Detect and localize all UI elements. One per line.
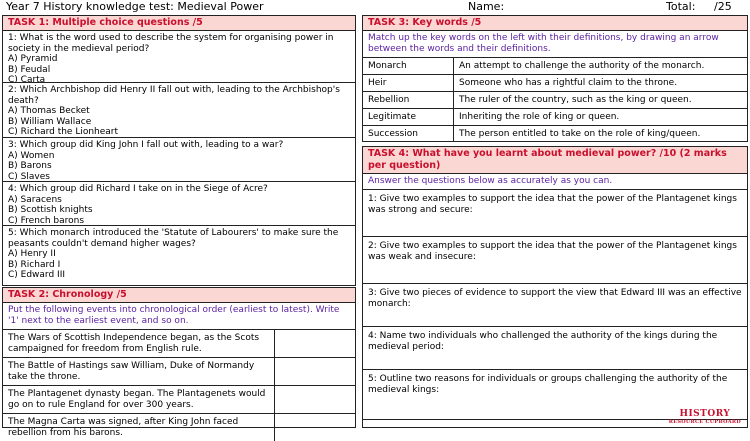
logo-line-1: HISTORY [679, 409, 731, 419]
keyword[interactable]: Rebellion [363, 92, 454, 108]
option-a[interactable]: A) Henry II [8, 249, 56, 259]
option-b[interactable]: B) Scottish knights [8, 205, 93, 215]
task1-question-1 [3, 31, 355, 83]
option-b[interactable]: B) William Wallace [8, 116, 92, 127]
task3-title: TASK 3: Key words /5 [363, 16, 747, 31]
order-answer-box[interactable] [275, 358, 355, 385]
question-text: 4: Which group did Richard I take on in the Siege of Acre? [8, 184, 268, 194]
keyword[interactable]: Legitimate [363, 109, 454, 125]
definition[interactable]: Someone who has a rightful claim to the throne. [459, 78, 678, 88]
task2-box [2, 287, 356, 438]
chrono-event: The Wars of Scottish Independence began, as the Scots campaigned for freedom from English rule. [3, 330, 275, 357]
keyword[interactable]: Monarch [363, 58, 454, 74]
question-text: 4: Name two individuals who challenged the authority of the kings during the medieval period: [368, 331, 718, 352]
keyword-row [363, 92, 747, 109]
chrono-row [3, 358, 355, 386]
definition[interactable]: The ruler of the country, such as the king or queen. [459, 95, 692, 105]
option-c[interactable]: C) Slaves [8, 171, 50, 182]
task4-question-2[interactable] [363, 237, 747, 284]
order-answer-box[interactable] [275, 386, 355, 413]
option-c[interactable]: C) Carta [8, 75, 46, 85]
page-header [2, 0, 748, 14]
page-title: Year 7 History knowledge test: Medieval Power [6, 0, 264, 13]
chrono-row [3, 330, 355, 358]
keyword-row [363, 126, 747, 142]
total-value: /25 [714, 0, 732, 13]
question-text: 3: Which group did King John I fall out with, leading to a war? [8, 140, 284, 150]
logo-line-2: RESOURCE CUPBOARD [668, 419, 741, 425]
task4-box [362, 146, 748, 428]
question-text: 1: What is the word used to describe the system for organising power in society in the medieval period? [8, 33, 334, 54]
definition[interactable]: An attempt to challenge the authority of the monarch. [459, 61, 705, 71]
order-answer-box[interactable] [275, 330, 355, 357]
question-text: 2: Give two examples to support the idea that the power of the Plantagenet kings was weak and insecure: [368, 241, 737, 262]
question-text: 5: Which monarch introduced the 'Statute of Labourers' to make sure the peasants couldn't demand higher wages? [8, 228, 339, 249]
task1-question-4 [3, 182, 355, 226]
order-answer-box[interactable] [275, 414, 355, 441]
history-resource-cupboard-logo [669, 409, 741, 425]
task4-title: TASK 4: What have you learnt about medieval power? /10 (2 marks per question) [363, 147, 747, 174]
task4-question-4[interactable] [363, 327, 747, 370]
task3-box [362, 15, 748, 142]
option-a[interactable]: A) Pyramid [8, 54, 58, 64]
option-c[interactable]: C) French barons [8, 215, 85, 226]
chrono-event: The Battle of Hastings saw William, Duke of Normandy take the throne. [3, 358, 275, 385]
option-a[interactable]: A) Saracens [8, 194, 62, 205]
definition[interactable]: The person entitled to take on the role of king/queen. [459, 129, 701, 139]
task4-instructions: Answer the questions below as accurately as you can. [363, 174, 747, 190]
definition[interactable]: Inheriting the role of king or queen. [459, 112, 620, 122]
option-c[interactable]: C) Edward III [8, 270, 66, 280]
total-label: Total: [666, 0, 696, 13]
chrono-row [3, 414, 355, 441]
task1-question-3 [3, 138, 355, 182]
option-c[interactable]: C) Richard the Lionheart [8, 127, 119, 137]
task3-instructions: Match up the key words on the left with their definitions, by drawing an arrow between the words and their definitions. [363, 31, 747, 58]
chrono-event: The Plantagenet dynasty began. The Plantagenets would go on to rule England for over 300 years. [3, 386, 275, 413]
keyword-row [363, 75, 747, 92]
keyword[interactable]: Succession [363, 126, 454, 142]
question-text: 3: Give two pieces of evidence to support the view that Edward III was an effective monarch: [368, 288, 742, 309]
task1-title: TASK 1: Multiple choice questions /5 [3, 16, 355, 31]
task1-box [2, 15, 356, 286]
chrono-row [3, 386, 355, 414]
task4-question-1[interactable] [363, 190, 747, 237]
question-text: 1: Give two examples to support the idea that the power of the Plantagenet kings was strong and secure: [368, 194, 737, 215]
keyword-row [363, 109, 747, 126]
task4-question-3[interactable] [363, 284, 747, 327]
question-text: 2: Which Archbishop did Henry II fall out with, leading to the Archbishop's death? [8, 85, 340, 106]
task1-question-2 [3, 83, 355, 138]
option-b[interactable]: B) Feudal [8, 64, 51, 75]
question-text: 5: Outline two reasons for individuals or groups challenging the authority of the medieval kings: [368, 374, 728, 395]
task1-question-5 [3, 226, 355, 287]
option-a[interactable]: A) Thomas Becket [8, 106, 90, 116]
option-b[interactable]: B) Barons [8, 161, 52, 171]
name-label: Name: [468, 0, 505, 13]
option-a[interactable]: A) Women [8, 150, 55, 161]
option-b[interactable]: B) Richard I [8, 259, 61, 270]
task2-title: TASK 2: Chronology /5 [3, 288, 355, 303]
keyword[interactable]: Heir [363, 75, 454, 91]
chrono-event: The Magna Carta was signed, after King John faced rebellion from his barons. [3, 414, 275, 441]
task2-instructions: Put the following events into chronological order (earliest to latest). Write '1' next to the earliest event, and so on. [3, 303, 355, 330]
keyword-row [363, 58, 747, 75]
